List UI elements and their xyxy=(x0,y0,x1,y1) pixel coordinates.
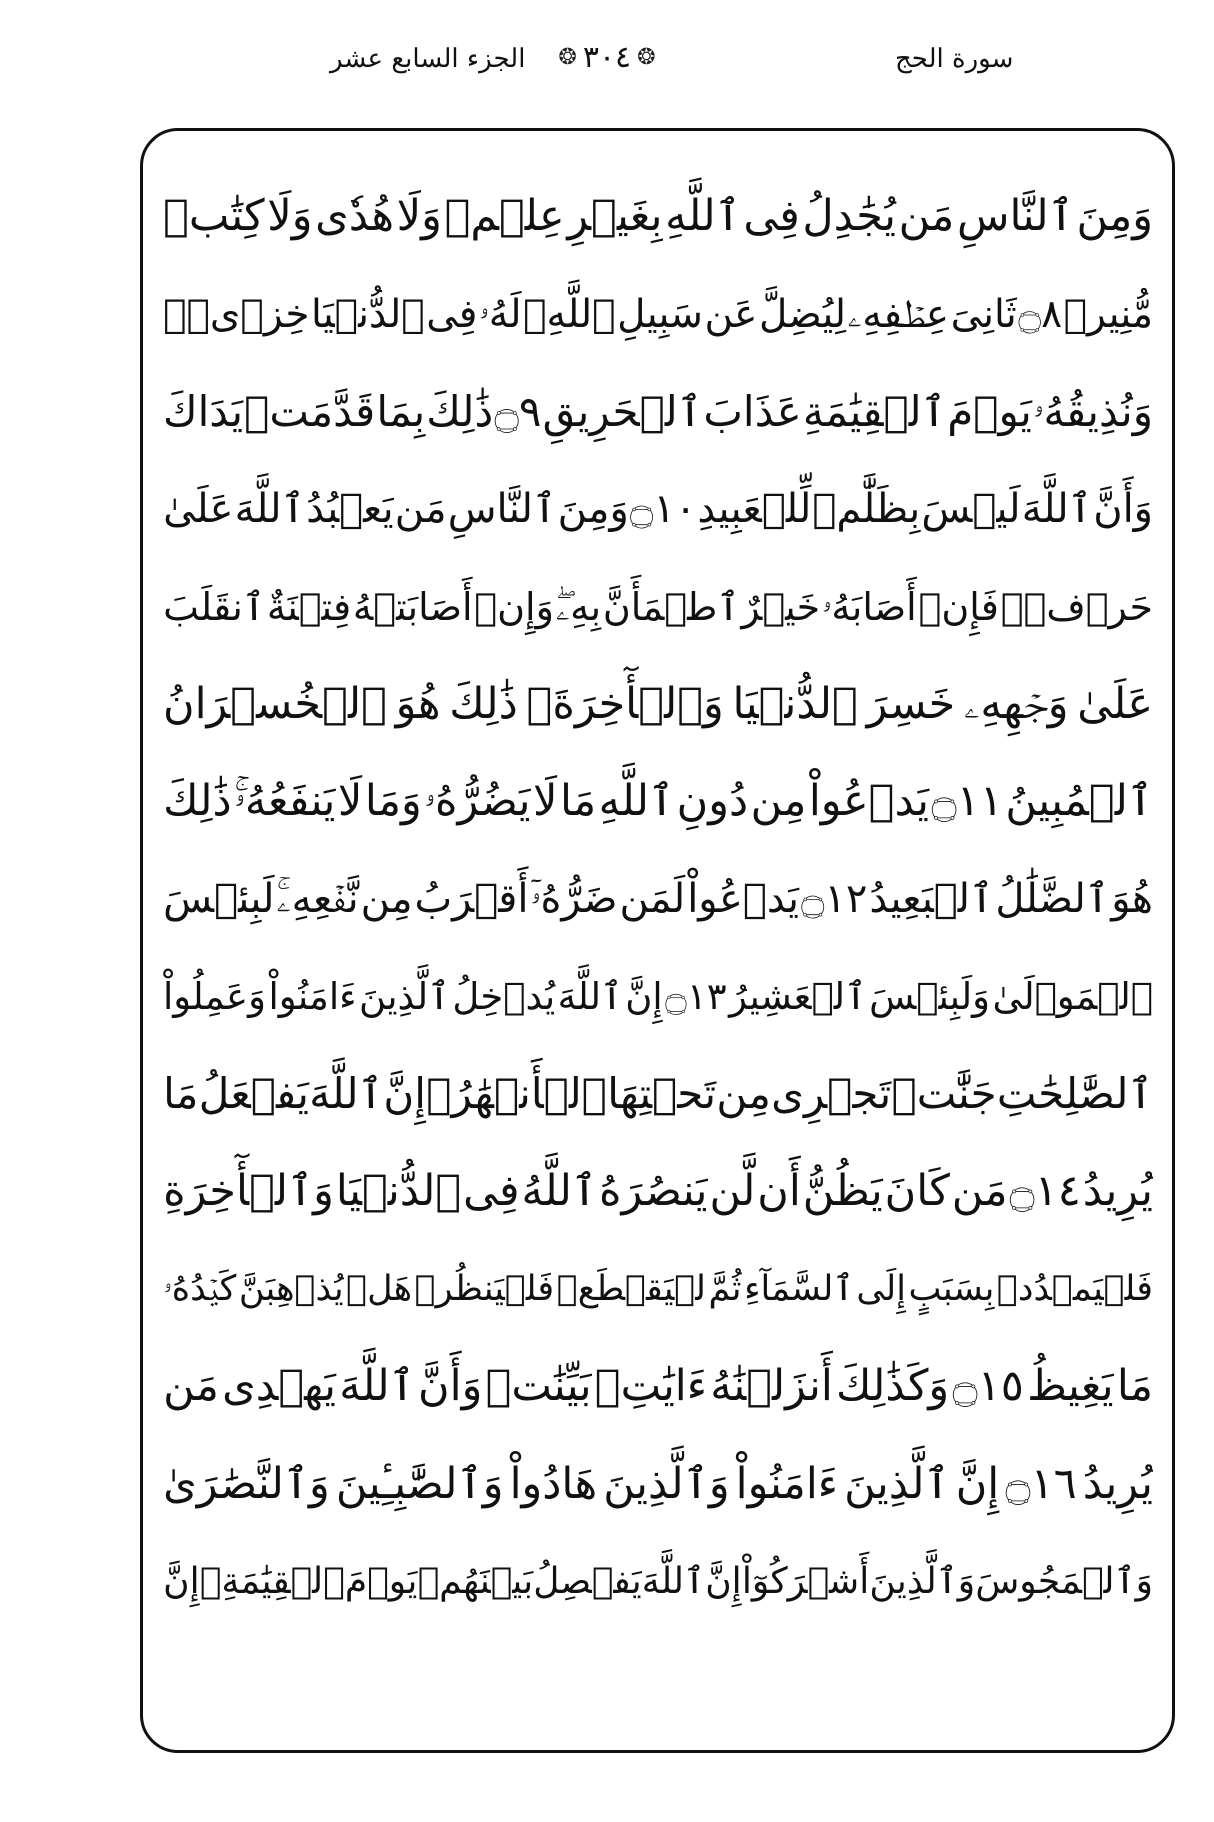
quran-text-block xyxy=(163,168,1153,1728)
text-line: يُرِيدُ ۝١٤ مَن كَانَ يَظُنُّ أَن لَّن يَنصُرَهُ ٱللَّهُ فِى ٱلدُّنۡيَا وَٱلۡأٓخِرَةِ xyxy=(163,1166,1153,1217)
text-line: ٱلصَّٰلِحَٰتِ جَنَّٰتٖ تَجۡرِى مِن تَحۡتِهَا ٱلۡأَنۡهَٰرُۚ إِنَّ ٱللَّهَ يَفۡعَلُ مَا xyxy=(163,1069,1153,1119)
text-line: مَا يَغِيظُ ۝١٥ وَكَذَٰلِكَ أَنزَلۡنَٰهُ ءَايَٰتِۭ بَيِّنَٰتٖ وَأَنَّ ٱللَّهَ يَهۡدِى مَن xyxy=(163,1361,1153,1412)
text-line: وَأَنَّ ٱللَّهَ لَيۡسَ بِظَلَّٰمٖ لِّلۡعَبِيدِ ۝١٠ وَمِنَ ٱلنَّاسِ مَن يَعۡبُدُ ٱللَّهَ عَلَىٰ xyxy=(163,486,1153,533)
text-line: عَلَىٰ وَجۡهِهِۦ خَسِرَ ٱلدُّنۡيَا وَٱلۡأٓخِرَةَۚ ذَٰلِكَ هُوَ ٱلۡخُسۡرَانُ xyxy=(163,678,1153,729)
text-line: فَلۡيَمۡدُدۡ بِسَبَبٍ إِلَى ٱلسَّمَآءِ ثُمَّ لۡيَقۡطَعۡ فَلۡيَنظُرۡ هَلۡ يُذۡهِبَنَّ كَيۡدُهُۥ xyxy=(163,1268,1153,1309)
text-line: هُوَ ٱلضَّلَٰلُ ٱلۡبَعِيدُ ۝١٢ يَدۡعُواْ لَمَن ضَرُّهُۥٓ أَقۡرَبُ مِن نَّفۡعِهِۦۚ لَبِئۡسَ xyxy=(163,876,1153,923)
text-line: وَنُذِيقُهُۥ يَوۡمَ ٱلۡقِيَٰمَةِ عَذَابَ ٱلۡحَرِيقِ ۝٩ ذَٰلِكَ بِمَا قَدَّمَتۡ يَدَاكَ xyxy=(163,386,1153,436)
text-line: حَرۡفٖۖ فَإِنۡ أَصَابَهُۥ خَيۡرٌ ٱطۡمَأَنَّ بِهِۦۖ وَإِنۡ أَصَابَتۡهُ فِتۡنَةٌ ٱنقَلَبَ xyxy=(163,584,1153,629)
text-line: مُّنِيرٖ ۝٨ ثَانِىَ عِطۡفِهِۦ لِيُضِلَّ عَن سَبِيلِ ٱللَّهِۖ لَهُۥ فِى ٱلدُّنۡيَا خِزۡىٞۖ xyxy=(163,291,1153,337)
juz-title: الجزء السابع عشر xyxy=(330,44,526,74)
text-line: ٱلۡمَوۡلَىٰ وَلَبِئۡسَ ٱلۡعَشِيرُ ۝١٣ إِنَّ ٱللَّهَ يُدۡخِلُ ٱلَّذِينَ ءَامَنُواْ وَعَمِلُواْ xyxy=(163,975,1153,1019)
page-header xyxy=(0,40,1214,100)
surah-title: سورة الحج xyxy=(895,44,1014,74)
ornament-left-icon: ❂ xyxy=(558,45,577,70)
text-line: وَٱلۡمَجُوسَ وَٱلَّذِينَ أَشۡرَكُوٓاْ إِنَّ ٱللَّهَ يَفۡصِلُ بَيۡنَهُمۡ يَوۡمَ ٱلۡقِيَٰمَةِۚ إِنَّ xyxy=(163,1560,1153,1602)
text-line: يُرِيدُ ۝١٦ إِنَّ ٱلَّذِينَ ءَامَنُواْ وَٱلَّذِينَ هَادُواْ وَٱلصَّٰبِـِٔينَ وَٱلنَّصَٰرَىٰ xyxy=(163,1458,1153,1509)
page-number-box xyxy=(558,40,655,75)
text-line: ٱلۡمُبِينُ ۝١١ يَدۡعُواْ مِن دُونِ ٱللَّهِ مَا لَا يَضُرُّهُۥ وَمَا لَا يَنفَعُهُۥۚ ذَٰلِكَ xyxy=(163,776,1153,827)
text-line: وَمِنَ ٱلنَّاسِ مَن يُجَٰدِلُ فِى ٱللَّهِ بِغَيۡرِ عِلۡمٖ وَلَا هُدٗى وَلَا كِتَٰبٖ xyxy=(163,191,1153,242)
page-number: ٣٠٤ xyxy=(582,40,632,75)
ornament-right-icon: ❂ xyxy=(637,45,656,70)
